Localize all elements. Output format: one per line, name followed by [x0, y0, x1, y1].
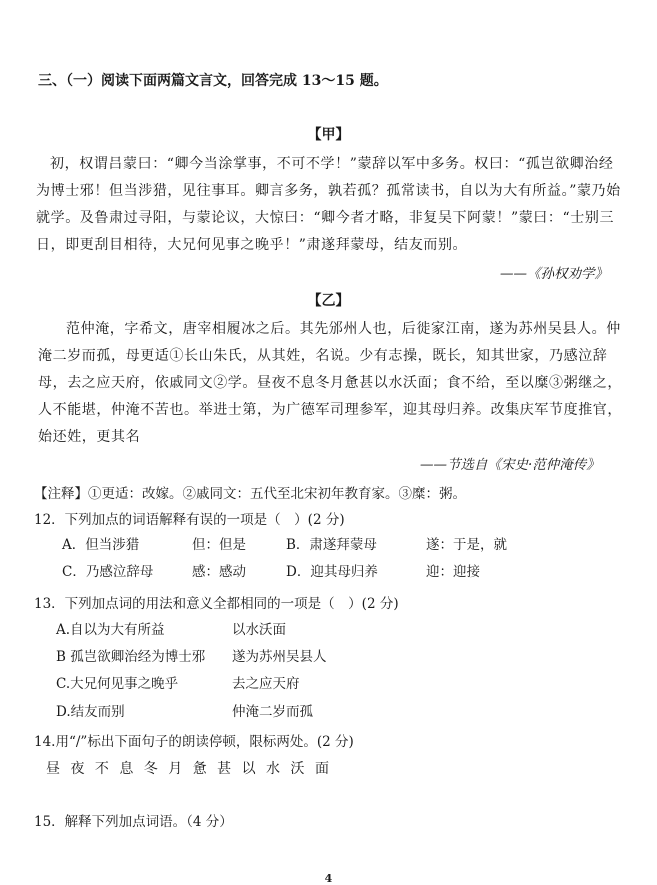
passage-b-heading: 【乙】 — [307, 293, 350, 309]
q12-option-d-gloss: 迎：迎接 — [426, 564, 480, 580]
passage-b-line: 范仲淹，字希文，唐宰相履冰之后。其先邠州人也，后徙家江南，遂为苏州吴县人。仲 — [66, 321, 621, 337]
passage-a-line: 就学。及鲁肃过寻阳，与蒙论议，大惊曰：“卿今者才略，非复吴下阿蒙！”蒙曰：“士别三 — [36, 210, 615, 226]
passage-a-heading: 【甲】 — [307, 127, 350, 143]
q12-option-c: C．乃感泣辞母 — [62, 564, 154, 580]
q12-option-a-gloss: 但：但是 — [192, 537, 246, 553]
passage-b-source: ——节选自《宋史·范仲淹传》 — [420, 457, 600, 473]
q13-option-b-right: 遂为苏州吴县人 — [232, 649, 327, 665]
question-14-stem: 14.用“/”标出下面句子的朗读停顿，限标两处。(2 分) — [34, 734, 354, 750]
annotation-note: 【注释】①更适：改嫁。②戚同文：五代至北宋初年教育家。③糜：粥。 — [34, 486, 466, 502]
passage-a-source: ——《孙权劝学》 — [500, 266, 608, 282]
question-13-stem: 13．下列加点词的用法和意义全都相同的一项是（ ）(2 分) — [34, 596, 399, 612]
q13-option-b-left: B 孤岂欲卿治经为博士邪 — [56, 649, 206, 665]
passage-b-line: 始还姓，更其名 — [38, 429, 141, 445]
q12-option-b: B．肃遂拜蒙母 — [286, 537, 377, 553]
q13-option-d-left: D.结友而别 — [56, 704, 125, 720]
passage-b-line: 人不能堪，仲淹不苦也。举进士第，为广德军司理参军，迎其母归养。改集庆军节度推官， — [38, 402, 622, 418]
q13-option-c-right: 去之应天府 — [232, 676, 300, 692]
passage-b-line: 淹二岁而孤，母更适①长山朱氏，从其姓，名说。少有志操，既长，知其世家，乃感泣辞 — [38, 348, 608, 364]
q13-option-a-left: A.自以为大有所益 — [56, 622, 165, 638]
q12-option-b-gloss: 遂：于是，就 — [426, 537, 507, 553]
question-15-stem: 15．解释下列加点词语。（4 分） — [34, 814, 233, 830]
passage-a-line: 初，权谓吕蒙曰：“卿今当涂掌事，不可不学！”蒙辞以军中多务。权曰：“孤岂欲卿治经 — [50, 156, 614, 172]
question-12-stem: 12．下列加点的词语解释有误的一项是（ ）(2 分) — [34, 512, 345, 528]
passage-a-line: 为博士邪！但当涉猎，见往事耳。卿言多务，孰若孤？孤常读书，自以为大有所益。”蒙乃始 — [36, 183, 621, 199]
section-heading: 三、（一）阅读下面两篇文言文，回答完成 13～15 题。 — [38, 73, 388, 89]
page-number: 4 — [324, 872, 333, 885]
passage-b-line: 母，去之应天府，依戚同文②学。昼夜不息冬月惫甚以水沃面；食不给，至以糜③粥继之， — [38, 375, 622, 391]
q12-option-c-gloss: 感：感动 — [192, 564, 246, 580]
q12-option-d: D．迎其母归养 — [286, 564, 378, 580]
passage-a-line: 日，即更刮目相待，大兄何见事之晚乎！”肃遂拜蒙母，结友而别。 — [36, 237, 468, 253]
q13-option-d-right: 仲淹二岁而孤 — [232, 704, 313, 720]
q12-option-a: A．但当涉猎 — [62, 537, 140, 553]
q13-option-c-left: C.大兄何见事之晚乎 — [56, 676, 179, 692]
q13-option-a-right: 以水沃面 — [232, 622, 286, 638]
q14-sentence: 昼 夜 不 息 冬 月 惫 甚 以 水 沃 面 — [46, 761, 332, 777]
